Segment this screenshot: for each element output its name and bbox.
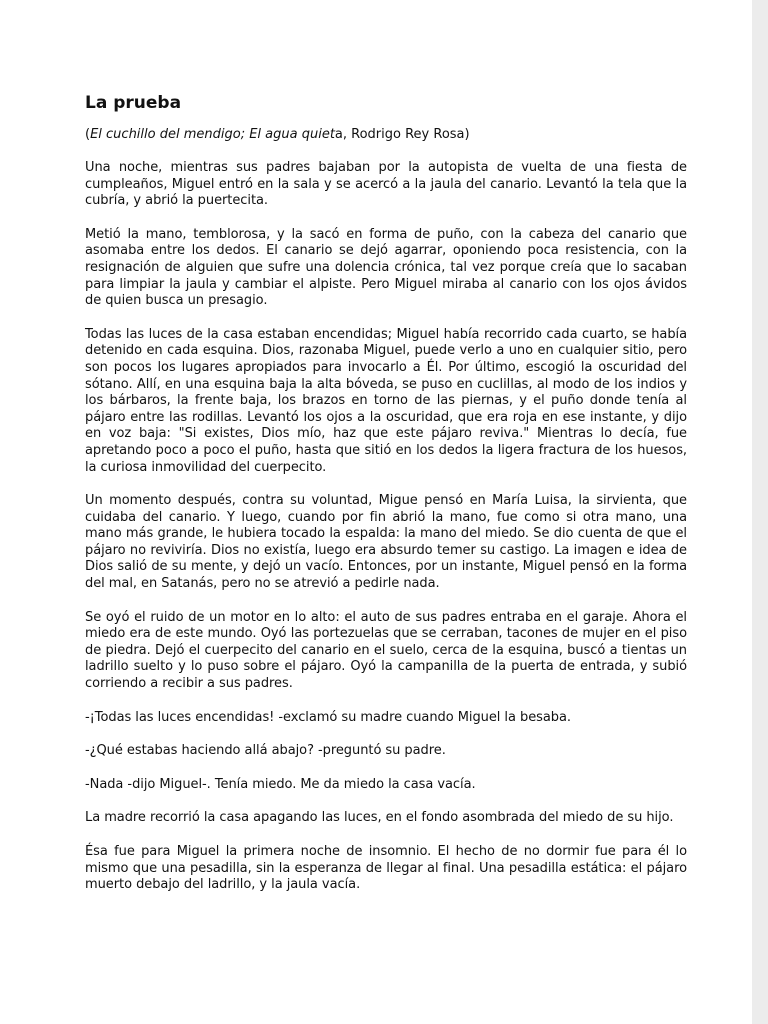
paragraph: Metió la mano, temblorosa, y la sacó en forma de puño, con la cabeza del canario que asomaba entre los dedos. El canario se dejó agarrar, oponiendo poca resistencia, con la resignación de alguien que sufre una dolencia crónica, tal vez porque creía que lo sacaban para limpiar la jaula y cambiar el alpiste. Pero Miguel miraba al canario con los ojos ávidos de quien busca un presagio. [85,226,687,309]
byline-books: El cuchillo del mendigo; El agua quiet [90,127,335,142]
document-content [85,92,687,911]
dialogue-line: -¿Qué estabas haciendo allá abajo? -preguntó su padre. [85,743,446,759]
paragraph: La madre recorrió la casa apagando las luces, en el fondo asombrada del miedo de su hijo. [85,810,674,826]
story-title: La prueba [85,93,182,113]
dialogue-line: -Nada -dijo Miguel-. Tenía miedo. Me da miedo la casa vacía. [85,776,476,792]
page-edge-strip [752,0,768,1024]
dialogue-line: -¡Todas las luces encendidas! -exclamó su madre cuando Miguel la besaba. [85,709,571,725]
byline-author: a, Rodrigo Rey Rosa) [334,127,470,142]
paragraph: Una noche, mientras sus padres bajaban por la autopista de vuelta de una fiesta de cumpleaños, Miguel entró en la sala y se acercó a la jaula del canario. Levantó la tela que la cubría, y abrió la puertecita. [85,160,687,209]
byline-open: ( [85,127,91,142]
paragraph: Un momento después, contra su voluntad, Migue pensó en María Luisa, la sirvienta, que cuidaba del canario. Y luego, cuando por fin abrió la mano, fue como si otra mano, una mano más grande, le hubiera tocado la espalda: la mano del miedo. Se dio cuenta de que el pájaro no reviviría. Dios no existía, luego era absurdo temer su castigo. La imagen e idea de Dios salió de su mente, y dejó un vacío. Entonces, por un instante, Miguel pensó en la forma del mal, en Satanás, pero no se atrevió a pedirle nada. [85,493,687,592]
story-byline [85,126,687,143]
paragraph: Se oyó el ruido de un motor en lo alto: el auto de sus padres entraba en el garaje. Ahora el miedo era de este mundo. Oyó las portezuelas que se cerraban, tacones de mujer en el piso de piedra. Dejó el cuerpecito del canario en el suelo, cerca de la esquina, buscó a tientas un ladrillo suelto y lo puso sobre el pájaro. Oyó la campanilla de la puerta de entrada, y subió corriendo a recibir a sus padres. [85,609,687,692]
paragraph: Todas las luces de la casa estaban encendidas; Miguel había recorrido cada cuarto, se había detenido en cada esquina. Dios, razonaba Miguel, puede verlo a uno en cualquier sitio, pero son pocos los lugares apropiados para invocarlo a Él. Por último, escogió la oscuridad del sótano. Allí, en una esquina baja la alta bóveda, se puso en cuclillas, al modo de los indios y los bárbaros, la frente baja, los brazos en torno de las piernas, y el puño donde tenía al pájaro entre las rodillas. Levantó los ojos a la oscuridad, que era roja en ese instante, y dijo en voz baja: "Si existes, Dios mío, haz que este pájaro reviva." Mientras lo decía, fue apretando poco a poco el puño, hasta que sitió en los dedos la ligera fractura de los huesos, la curiosa inmovilidad del cuerpecito. [85,326,687,475]
paragraph: Ésa fue para Miguel la primera noche de insomnio. El hecho de no dormir fue para él lo mismo que una pesadilla, sin la esperanza de llegar al final. Una pesadilla estática: el pájaro muerto debajo del ladrillo, y la jaula vacía. [85,844,687,893]
